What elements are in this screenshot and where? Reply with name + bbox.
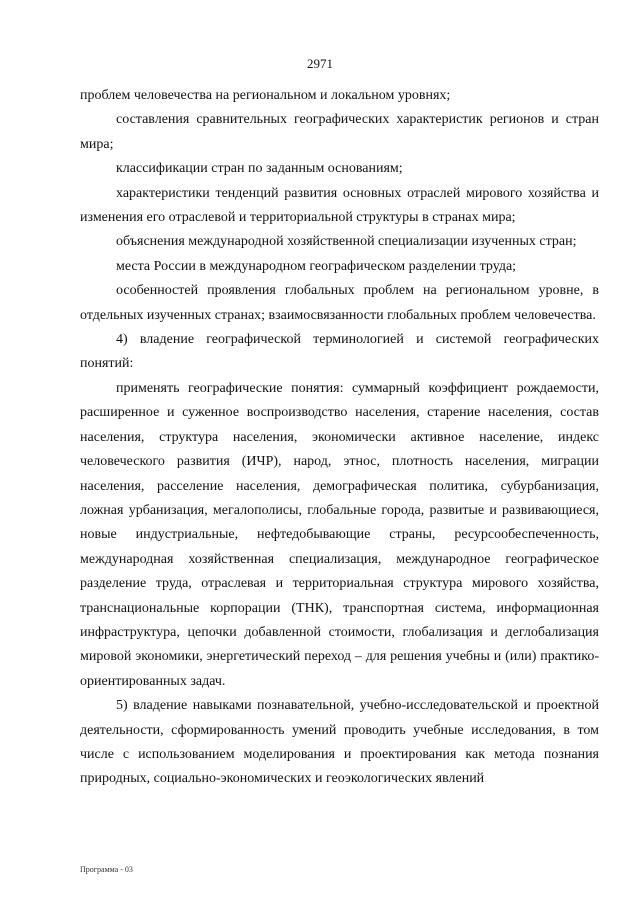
- paragraph-7: особенностей проявления глобальных проблем на региональном уровне, в отдельных изученных странах; взаимосвязанности глобальных проблем человечества.: [80, 283, 599, 323]
- page-number: 2971: [307, 56, 333, 71]
- document-body: [80, 84, 599, 792]
- paragraph-9: применять географические понятия: суммарный коэффициент рождаемости, расширенное и суженное воспроизводство населения, старение населения, состав населения, структура населения, экономически активное население, индекс человеческого развития (ИЧР), народ, этнос, плотность населения, миграции населения, расселение населения, демографическая политика, субурбанизация, ложная урбанизация, мегалополисы, глобальные города, развитые и развивающиеся, новые индустриальные, нефтедобывающие страны, ресурсообеспеченность, международная хозяйственная специализация, международное географическое разделение труда, отраслевая и территориальная структура мирового хозяйства, транснациональные корпорации (ТНК), транспортная система, информационная инфраструктура, цепочки добавленной стоимости, глобализация и деглобализация мировой экономики, энергетический переход – для решения учебны и (или) практико-ориентированных задач.: [80, 380, 599, 689]
- paragraph-1: проблем человечества на региональном и локальном уровнях;: [80, 88, 451, 103]
- paragraph-5: объяснения международной хозяйственной специализации изученных стран;: [116, 234, 577, 250]
- paragraph-10: 5) владение навыками познавательной, учебно-исследовательской и проектной деятельности, сформированность умений проводить учебные исследования, в том числе с использованием моделирования и проектирования как метода познания природных, социально-экономических и геоэкологических явлений: [80, 698, 599, 787]
- paragraph-2: составления сравнительных географических характеристик регионов и стран мира;: [80, 112, 599, 152]
- footer-program-code: Программа - 03: [80, 865, 133, 874]
- paragraph-4: характеристики тенденций развития основных отраслей мирового хозяйства и изменения его отраслевой и территориальной структуры в странах мира;: [80, 185, 599, 226]
- paragraph-8: 4) владение географической терминологией и системой географических понятий:: [80, 332, 599, 372]
- paragraph-3: классификации стран по заданным основаниям;: [116, 161, 403, 177]
- paragraph-6: места России в международном географическом разделении труда;: [116, 258, 517, 274]
